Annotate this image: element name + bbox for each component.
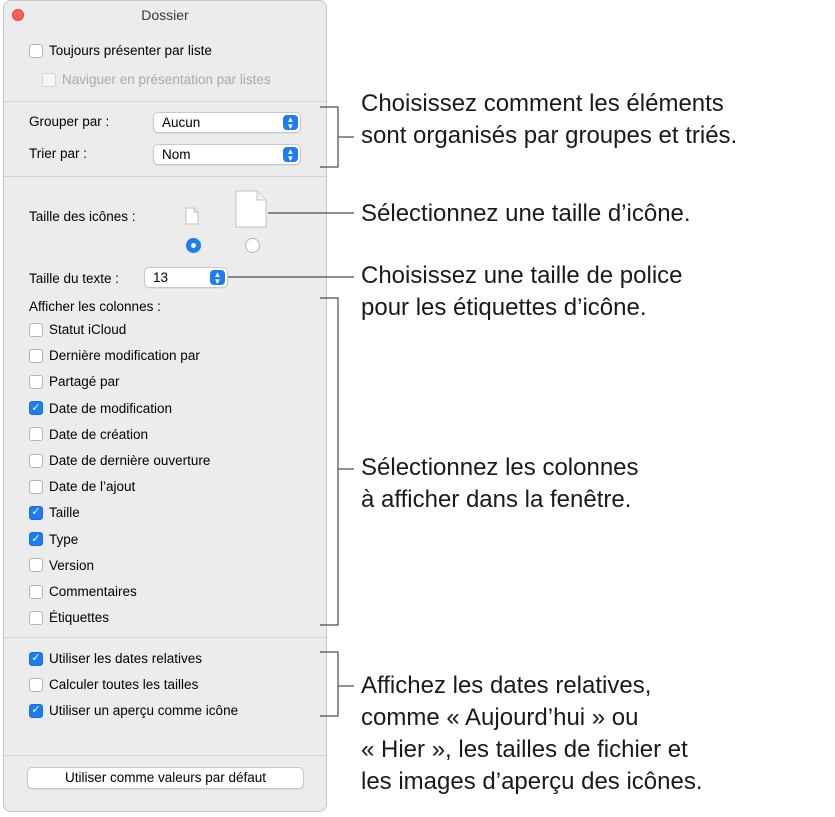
option-checkbox[interactable]: ✓ (29, 704, 43, 718)
text-size-value: 13 (153, 270, 169, 285)
use-as-defaults-button[interactable]: Utiliser comme valeurs par défaut (27, 767, 304, 789)
callout-icon-size (361, 198, 691, 230)
option-label: Calculer toutes les tailles (49, 677, 199, 693)
column-label: Version (49, 557, 95, 573)
column-checkbox[interactable]: ✓ (29, 506, 43, 520)
column-label: Date de création (49, 426, 149, 442)
column-label: Date de modification (49, 400, 173, 416)
callout-options (361, 670, 703, 798)
callout-text-size (361, 260, 683, 324)
icon-size-label: Taille des icônes : (29, 209, 136, 224)
column-label: Dernière modification par (49, 348, 200, 364)
chevron-updown-icon: ▲ ▼ (283, 147, 298, 162)
callout-text-size-line: pour les étiquettes d’icône. (361, 294, 647, 321)
column-label: Commentaires (49, 584, 137, 599)
callout-grouping-line: sont organisés par groupes et triés. (361, 122, 738, 149)
callout-columns (361, 452, 639, 516)
sort-by-label: Trier par : (29, 146, 88, 161)
option-label: Utiliser les dates relatives (49, 651, 203, 666)
text-size-label: Taille du texte : (29, 271, 120, 286)
callout-options-line: Affichez les dates relatives, (361, 672, 652, 699)
chevron-updown-icon: ▲ ▼ (210, 270, 225, 285)
column-checkbox[interactable]: ✓ (29, 401, 43, 415)
callout-columns-line: à afficher dans la fenêtre. (361, 486, 632, 513)
callout-options-line: les images d’aperçu des icônes. (361, 768, 703, 795)
column-checkbox[interactable]: ✓ (29, 532, 43, 546)
chevron-updown-icon: ▲ ▼ (283, 115, 298, 130)
option-label: Utiliser un aperçu comme icône (49, 703, 239, 719)
callout-options-line: comme « Aujourd’hui » ou (361, 704, 639, 731)
callout-options-line: « Hier », les tailles de fichier et (361, 736, 688, 763)
callout-text-size-line: Choisissez une taille de police (361, 262, 683, 289)
column-label: Statut iCloud (49, 322, 127, 337)
column-label: Date de dernière ouverture (49, 453, 211, 468)
callout-icon-size-line: Sélectionnez une taille d’icône. (361, 200, 691, 227)
always-list-label: Toujours présenter par liste (49, 43, 212, 58)
option-checkbox[interactable]: ✓ (29, 652, 43, 666)
sort-by-value: Nom (162, 147, 191, 162)
group-by-label: Grouper par : (29, 114, 110, 129)
column-label: Taille (49, 505, 80, 521)
window-title: Dossier (141, 7, 189, 23)
callout-grouping (361, 88, 737, 152)
column-label: Étiquettes (49, 610, 110, 626)
column-label: Type (49, 531, 79, 547)
group-by-value: Aucun (162, 115, 201, 130)
callout-columns-line: Sélectionnez les colonnes (361, 454, 639, 481)
column-label: Partagé par (49, 374, 120, 390)
column-label: Date de l’ajout (49, 479, 136, 495)
columns-label: Afficher les colonnes : (29, 299, 161, 314)
callout-grouping-line: Choisissez comment les éléments (361, 90, 724, 117)
browse-list-label: Naviguer en présentation par listes (62, 72, 271, 87)
